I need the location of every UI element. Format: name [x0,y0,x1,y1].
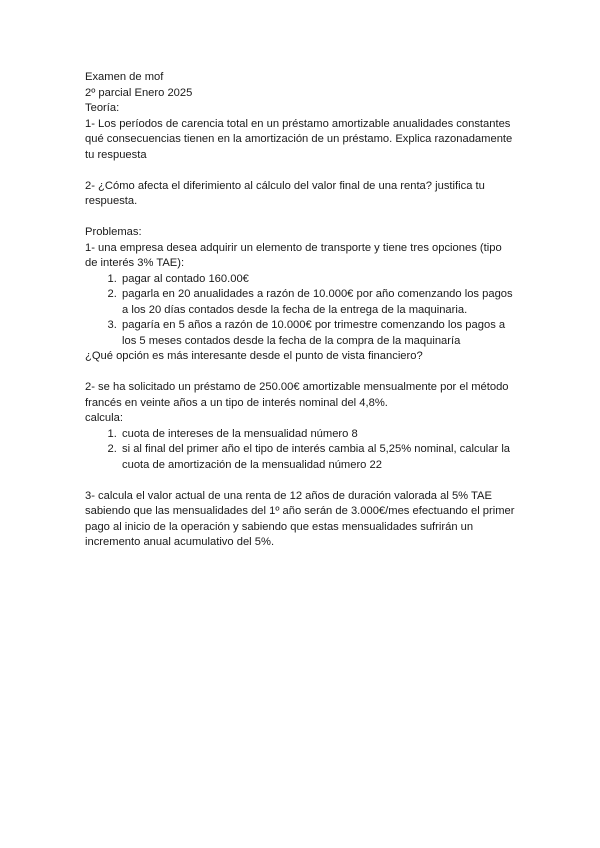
exam-subtitle: 2º parcial Enero 2025 [85,86,193,99]
theory-label: Teoría: [85,102,120,114]
problem-2-item: 2. si al final del primer año el tipo de interés cambia al 5,25% nominal, calcular la cuota de amortización de la mensualidad número 22 [120,442,517,473]
problem-2-intro: 2- se ha solicitado un préstamo de 250.00€ amortizable mensualmente por el método francés en veinte años a un tipo de interés nominal del 4,8%. [85,381,509,409]
problem-1-options [85,272,517,350]
problem-2-calc-label: calcula: [85,412,123,424]
problem-2-item: 1. cuota de intereses de la mensualidad número 8 [120,427,517,443]
problem-1-option: 3. pagaría en 5 años a razón de 10.000€ por trimestre comenzando los pagos a los 5 meses contados desde la fecha de la compra de la maquinaría [120,318,517,349]
problem-3-text: 3- calcula el valor actual de una renta de 12 años de duración valorada al 5% TAE sabiendo que las mensualidades del 1º año serán de 3.000€/mes efectuando el primer pago al inicio de la operación y sabiendo que estas mensualidades sufrirán un incremento anual acumulativo del 5%. [85,489,515,548]
problems-label: Problemas: [85,226,142,238]
theory-question-2: 2- ¿Cómo afecta el diferimiento al cálculo del valor final de una renta? justifica tu respuesta. [85,179,485,207]
problem-1-question: ¿Qué opción es más interesante desde el punto de vista financiero? [85,350,423,362]
exam-title: Examen de mof [85,71,164,83]
problem-2-items [85,427,517,474]
problem-1-option: 2. pagarla en 20 anualidades a razón de 10.000€ por año comenzando los pagos a los 20 días contados desde la fecha de la entrega de la maquinaria. [120,287,517,318]
theory-question-1: 1- Los períodos de carencia total en un préstamo amortizable anualidades constantes qué consecuencias tienen en la amortización de un préstamo. Explica razonadamente tu respuesta [85,117,513,161]
problem-1-intro: 1- una empresa desea adquirir un elemento de transporte y tiene tres opciones (tipo de interés 3% TAE): [85,241,502,269]
exam-content [85,70,517,551]
problem-1-option: 1. pagar al contado 160.00€ [120,272,517,288]
